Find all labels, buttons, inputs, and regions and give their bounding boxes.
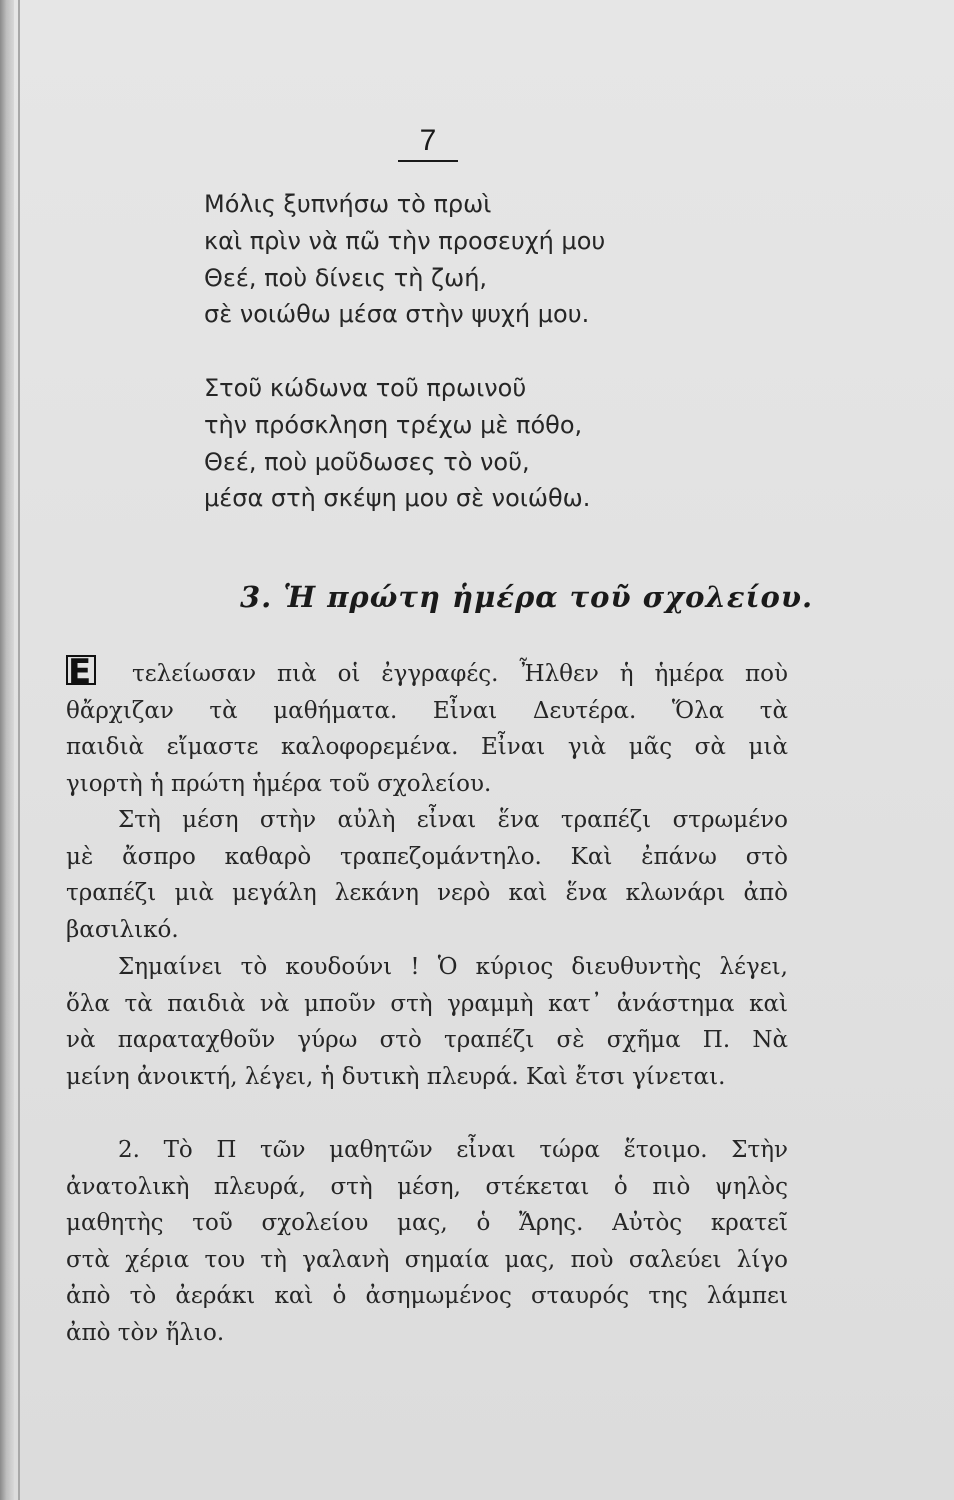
section-title: 3. Ἡ πρώτη ἡμέρα τοῦ σχολείου. xyxy=(240,580,814,614)
paragraph-line: βασιλικό. xyxy=(66,916,179,943)
paragraph-4 xyxy=(66,1132,788,1351)
paragraph-line: ἀνατολικὴ πλευρά, στὴ μέση, στέκεται ὁ πιὸ ψηλὸς xyxy=(66,1173,788,1200)
paragraph-3 xyxy=(66,949,788,1095)
paragraph-line: θἄρχιζαν τὰ μαθήματα. Εἶναι Δευτέρα. Ὅλα τὰ xyxy=(66,697,788,724)
paragraph-line: 2. Τὸ Π τῶν μαθητῶν εἶναι τώρα ἕτοιμο. Στὴν xyxy=(118,1137,788,1163)
paragraph-line: παιδιὰ εἴμαστε καλοφορεμένα. Εἶναι γιὰ μᾶς σὰ μιὰ xyxy=(66,734,788,760)
paragraph-line: Στὴ μέση στὴν αὐλὴ εἶναι ἕνα τραπέζι στρωμένο xyxy=(118,807,788,833)
paragraph-line: μείνη ἀνοικτή, λέγει, ἡ δυτικὴ πλευρά. Καὶ ἔτσι γίνεται. xyxy=(66,1063,726,1090)
paragraph-1 xyxy=(66,652,788,802)
paragraph-line: στὰ χέρια του τὴ γαλανὴ σημαία μας, ποὺ σαλεύει λίγο xyxy=(66,1246,788,1273)
poem-line: Μόλις ξυπνήσω τὸ πρωὶ xyxy=(204,190,492,218)
paragraph-line: ἀπὸ τὸ ἀεράκι καὶ ὁ ἀσημωμένος σταυρός της λάμπει xyxy=(66,1283,788,1309)
paragraph-line: νὰ παραταχθοῦν γύρω στὸ τραπέζι σὲ σχῆμα Π. Νὰ xyxy=(66,1027,788,1053)
poem-line: Θεέ, ποὺ μοῦδωσες τὸ νοῦ, xyxy=(204,447,530,476)
paragraph-line xyxy=(66,652,788,693)
paragraph-2 xyxy=(66,802,788,948)
paragraph-line: μὲ ἄσπρο καθαρὸ τραπεζομάντηλο. Καὶ ἐπάνω στὸ xyxy=(66,843,788,870)
paragraph-line: ἀπὸ τὸν ἥλιο. xyxy=(66,1319,225,1346)
poem-line: τὴν πρόσκληση τρέχω μὲ πόθο, xyxy=(204,410,583,439)
poem-line: μέσα στὴ σκέψη μου σὲ νοιώθω. xyxy=(204,484,591,513)
page-binding-line xyxy=(18,0,20,1500)
page-number: 7 xyxy=(398,122,458,162)
page-binding-edge xyxy=(0,0,14,1500)
poem-stanza-1 xyxy=(204,186,605,333)
paragraph-line: μαθητὴς τοῦ σχολείου μας, ὁ Ἄρης. Αὐτὸς κρατεῖ xyxy=(66,1210,788,1236)
poem-stanza-2 xyxy=(204,370,590,517)
poem-line: καὶ πρὶν νὰ πῶ τὴν προσευχή μου xyxy=(204,226,606,255)
paragraph-line: γιορτὴ ἡ πρώτη ἡμέρα τοῦ σχολείου. xyxy=(66,770,492,797)
poem-line: Θεέ, ποὺ δίνεις τὴ ζωή, xyxy=(204,263,488,292)
paragraph-line-text: τελείωσαν πιὰ οἱ ἐγγραφές. Ἦλθεν ἡ ἡμέρα ποὺ xyxy=(132,661,788,687)
paragraph-line: ὅλα τὰ παιδιὰ νὰ μποῦν στὴ γραμμὴ κατ᾿ ἀνάστημα καὶ xyxy=(66,990,788,1017)
paragraph-line: τραπέζι μιὰ μεγάλη λεκάνη νερὸ καὶ ἕνα κλωνάρι ἀπὸ xyxy=(66,880,788,906)
poem-line: σὲ νοιώθω μέσα στὴν ψυχή μου. xyxy=(204,300,590,329)
paragraph-line: Σημαίνει τὸ κουδούνι ! Ὁ κύριος διευθυντὴς λέγει, xyxy=(118,954,788,980)
poem-line: Στοῦ κώδωνα τοῦ πρωινοῦ xyxy=(204,374,527,402)
drop-cap: Ε xyxy=(66,655,96,685)
